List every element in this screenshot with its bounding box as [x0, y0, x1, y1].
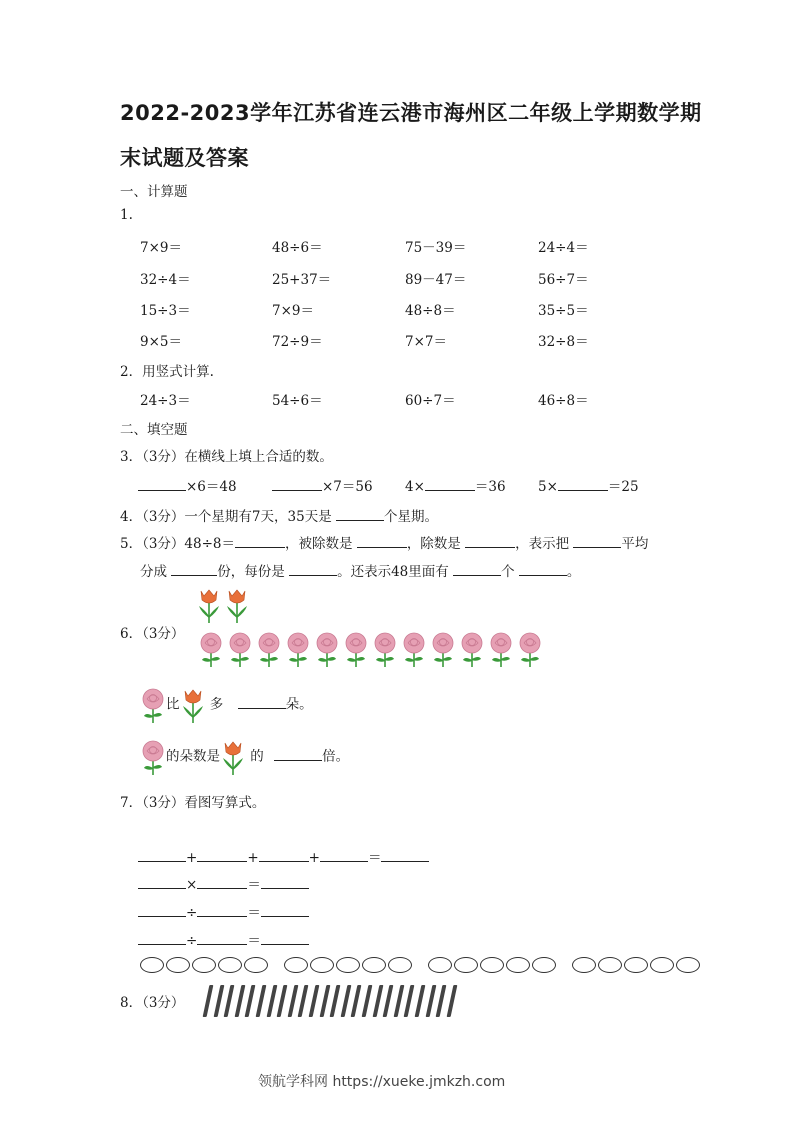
answer-blank[interactable]: [357, 533, 407, 548]
stick-icon: [256, 985, 267, 1017]
rose-icon: [430, 632, 456, 672]
answer-blank[interactable]: [336, 506, 384, 521]
answer-blank[interactable]: [261, 902, 309, 917]
q1-item: 32÷8＝: [538, 334, 589, 350]
tulip-icon: [180, 688, 206, 722]
q5-line2: 分成 份，每份是 。还表示48里面有 个 。: [140, 560, 580, 580]
oval-icon: [244, 957, 268, 973]
oval-icon: [336, 957, 360, 973]
q3-label: 3．（3分）在横线上填上合适的数。: [120, 449, 333, 465]
stick-icon: [436, 985, 447, 1017]
rose-icon: [372, 632, 398, 672]
q1-item: 15÷3＝: [140, 303, 191, 319]
oval-icon: [506, 957, 530, 973]
q2-item: 46÷8＝: [538, 393, 589, 409]
stick-icon: [330, 985, 341, 1017]
q1-item: 72÷9＝: [272, 334, 323, 350]
answer-blank[interactable]: [261, 874, 309, 889]
stick-icon: [446, 985, 457, 1017]
answer-blank[interactable]: [558, 476, 608, 491]
stick-icon: [340, 985, 351, 1017]
answer-blank[interactable]: [465, 533, 515, 548]
section-heading-fill: 二、填空题: [120, 422, 188, 438]
q1-item: 32÷4＝: [140, 272, 191, 288]
oval-icon: [284, 957, 308, 973]
oval-icon: [362, 957, 386, 973]
q1-label: 1.: [120, 207, 133, 223]
stick-icon: [203, 985, 214, 1017]
stick-icon: [277, 985, 288, 1017]
answer-blank[interactable]: [197, 902, 247, 917]
rose-icon: [140, 688, 166, 722]
q6-label: 6．（3分）: [120, 626, 185, 642]
q4-line: 4．（3分）一个星期有7天，35天是 个星期。: [120, 505, 438, 525]
answer-blank[interactable]: [138, 930, 186, 945]
tulip-row: [196, 588, 266, 624]
rose-icon: [401, 632, 427, 672]
oval-icon: [532, 957, 556, 973]
oval-icon: [218, 957, 242, 973]
q8-label: 8．（3分）: [120, 995, 185, 1011]
tulip-icon: [196, 588, 222, 628]
answer-blank[interactable]: [261, 930, 309, 945]
answer-blank[interactable]: [171, 561, 217, 576]
q5-line1: 5．（3分）48÷8＝ ，被除数是 ，除数是 ，表示把 平均: [120, 532, 648, 552]
q1-item: 35÷5＝: [538, 303, 589, 319]
rose-icon: [488, 632, 514, 672]
q3-line: ×6＝48: [138, 475, 237, 495]
q6-line1: 比 多 朵。: [140, 688, 313, 724]
answer-blank[interactable]: [197, 930, 247, 945]
stick-icon: [234, 985, 245, 1017]
answer-blank[interactable]: [238, 694, 286, 709]
oval-icon: [624, 957, 648, 973]
oval-icon: [140, 957, 164, 973]
rose-icon: [343, 632, 369, 672]
oval-icon: [388, 957, 412, 973]
stick-icon: [372, 985, 383, 1017]
rose-icon: [256, 632, 282, 672]
q1-item: 25+37＝: [272, 272, 332, 288]
answer-blank[interactable]: [197, 874, 247, 889]
stick-icon: [309, 985, 320, 1017]
answer-blank[interactable]: [274, 746, 322, 761]
q1-item: 7×9＝: [140, 240, 182, 256]
stick-icon: [266, 985, 277, 1017]
oval-icon: [598, 957, 622, 973]
stick-icon: [393, 985, 404, 1017]
answer-blank[interactable]: [289, 561, 337, 576]
stick-icon: [404, 985, 415, 1017]
answer-blank[interactable]: [272, 476, 322, 491]
oval-icon: [454, 957, 478, 973]
footer-source: 领航学科网 https://xueke.jmkzh.com: [258, 1074, 506, 1090]
oval-icon: [192, 957, 216, 973]
stick-icon: [245, 985, 256, 1017]
q1-item: 75－39＝: [405, 240, 467, 256]
rose-icon: [314, 632, 340, 672]
q1-item: 7×7＝: [405, 334, 447, 350]
q1-item: 89－47＝: [405, 272, 467, 288]
rose-icon: [459, 632, 485, 672]
answer-blank[interactable]: [381, 847, 429, 862]
q2-label: 2．用竖式计算.: [120, 364, 214, 380]
rose-icon: [227, 632, 253, 672]
q6-line2: 的朵数是 的 倍。: [140, 740, 349, 776]
answer-blank[interactable]: [519, 561, 567, 576]
stick-icon: [351, 985, 362, 1017]
oval-icon: [166, 957, 190, 973]
answer-blank[interactable]: [138, 902, 186, 917]
q1-item: 24÷4＝: [538, 240, 589, 256]
q3-line: ×7＝56: [272, 475, 373, 495]
answer-blank[interactable]: [320, 847, 368, 862]
oval-group: [140, 954, 270, 973]
answer-blank[interactable]: [235, 533, 285, 548]
oval-icon: [676, 957, 700, 973]
doc-title-line1: 2022-2023学年江苏省连云港市海州区二年级上学期数学期: [120, 101, 702, 125]
q1-item: 56÷7＝: [538, 272, 589, 288]
stick-icon: [213, 985, 224, 1017]
answer-blank[interactable]: [573, 533, 621, 548]
q1-item: 48÷6＝: [272, 240, 323, 256]
oval-icon: [428, 957, 452, 973]
q2-item: 24÷3＝: [140, 393, 191, 409]
answer-blank[interactable]: [138, 874, 186, 889]
stick-icon: [383, 985, 394, 1017]
stick-icon: [319, 985, 330, 1017]
stick-icon: [415, 985, 426, 1017]
oval-group: [572, 954, 702, 973]
oval-icon: [650, 957, 674, 973]
stick-icon: [298, 985, 309, 1017]
q2-item: 60÷7＝: [405, 393, 456, 409]
answer-blank[interactable]: [425, 476, 475, 491]
answer-blank[interactable]: [453, 561, 501, 576]
q2-item: 54÷6＝: [272, 393, 323, 409]
oval-icon: [572, 957, 596, 973]
oval-groups: [140, 954, 716, 973]
q3-line: 5× ＝25: [538, 475, 639, 495]
stick-icon: [362, 985, 373, 1017]
oval-group: [428, 954, 558, 973]
q7-row-mul: × ＝: [138, 873, 309, 893]
q1-item: 48÷8＝: [405, 303, 456, 319]
oval-icon: [310, 957, 334, 973]
tulip-icon: [224, 588, 250, 628]
stick-icon: [425, 985, 436, 1017]
oval-group: [284, 954, 414, 973]
q7-row-div: ÷ ＝: [138, 901, 309, 921]
rose-row: [198, 632, 550, 672]
q1-item: 7×9＝: [272, 303, 314, 319]
q7-row-div: ÷ ＝: [138, 929, 309, 949]
section-heading-calc: 一、计算题: [120, 184, 188, 200]
q7-label: 7．（3分）看图写算式。: [120, 795, 266, 811]
q1-item: 9×5＝: [140, 334, 182, 350]
oval-icon: [480, 957, 504, 973]
answer-blank[interactable]: [259, 847, 309, 862]
answer-blank[interactable]: [197, 847, 247, 862]
q7-row-add: + + + ＝: [138, 846, 429, 866]
rose-icon: [285, 632, 311, 672]
answer-blank[interactable]: [138, 476, 186, 491]
rose-icon: [198, 632, 224, 672]
stick-bundle: [202, 985, 464, 1019]
rose-icon: [140, 740, 166, 774]
stick-icon: [287, 985, 298, 1017]
doc-title-line2: 末试题及答案: [120, 146, 249, 170]
answer-blank[interactable]: [138, 847, 186, 862]
tulip-icon: [220, 740, 246, 774]
stick-icon: [224, 985, 235, 1017]
rose-icon: [517, 632, 543, 672]
q3-line: 4× ＝36: [405, 475, 506, 495]
